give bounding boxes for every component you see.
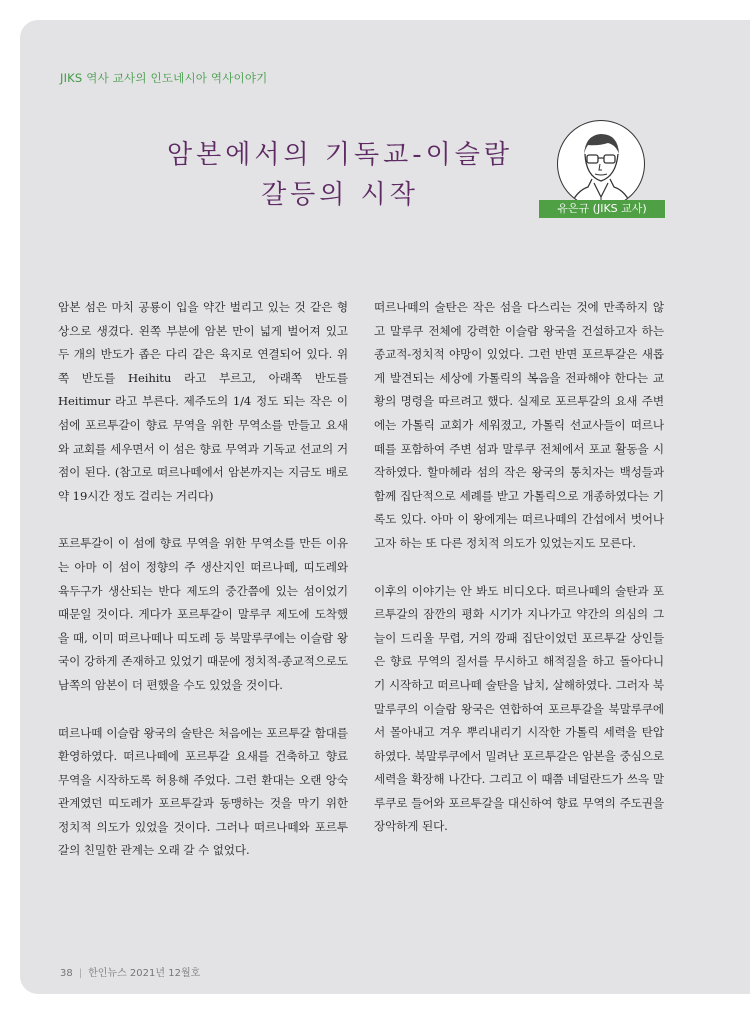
- author-sketch-icon: [558, 121, 644, 207]
- article-column-left: [58, 296, 348, 887]
- article-column-right: [374, 296, 664, 863]
- series-label: JIKS 역사 교사의 인도네시아 역사이야기: [60, 71, 268, 85]
- paragraph: 떠르나떼의 술탄은 작은 섬을 다스리는 것에 만족하지 않고 말루쿠 전체에 강력한 이슬람 왕국을 건설하고자 하는 종교적-정치적 야망이 있었다. 그런 반면 포르투갈은 새롭게 발견되는 세상에 가톨릭의 복음을 전파해야 한다는 교황의 명령을 따르려고 했다. 실제로 포르투갈의 요새 주변에는 가톨릭 교회가 세워졌고, 가톨릭 선교사들이 떠르나떼를 포함하여 주변 섬과 말루쿠 전체에서 포교 활동을 시작하였다. 할마헤라 섬의 작은 왕국의 통치자는 백성들과 함께 집단적으로 세례를 받고 가톨릭으로 개종하였다는 기록도 있다. 아마 이 왕에게는 떠르나떼의 간섭에서 벗어나고자 하는 또 다른 정치적 의도가 있었는지도 모른다.: [374, 300, 664, 550]
- paragraph: 떠르나떼 이슬람 왕국의 술탄은 처음에는 포르투갈 함대를 환영하였다. 떠르나떼에 포르투갈 요새를 건축하고 향료 무역을 시작하도록 허용해 주었다. 그런 환대는 오랜 앙숙 관계였던 띠도레가 포르투갈과 동맹하는 것을 막기 위한 정치적 의도가 있었을 것이다. 그러나 떠르나떼와 포르투갈의 친밀한 관계는 오래 갈 수 없었다.: [58, 725, 348, 858]
- article-title: [150, 135, 530, 215]
- author-avatar: [557, 120, 645, 208]
- author-badge: 유은규 (JIKS 교사): [539, 200, 665, 218]
- footer-separator: |: [78, 968, 83, 979]
- page-number: 38: [60, 968, 73, 979]
- paragraph: 이후의 이야기는 안 봐도 비디오다. 떠르나떼의 술탄과 포르투갈의 잠깐의 평화 시기가 지나가고 약간의 의심의 그늘이 드리울 무렵, 거의 깡패 집단이었던 포르투갈 상인들은 향료 무역의 질서를 무시하고 해적질을 하고 돌아다니기 시작하고 떠르나떼 술탄을 납치, 살해하였다. 그러자 북말루쿠의 이슬람 왕국은 연합하여 포르투갈을 북말루쿠에서 몰아내고 겨우 뿌리내리기 시작한 가톨릭 세력을 탄압하였다. 북말루쿠에서 밀려난 포르투갈은 암본을 중심으로 세력을 확장해 나간다. 그리고 이 때쯤 네덜란드가 쓰윽 말루쿠로 들어와 포르투갈을 대신하여 향료 무역의 주도권을 장악하게 된다.: [374, 583, 664, 834]
- publication-name: 한인뉴스 2021년 12월호: [88, 968, 201, 979]
- page-footer: [60, 964, 200, 979]
- title-line-2: 갈등의 시작: [261, 180, 419, 210]
- title-line-1: 암본에서의 기독교-이슬람: [167, 140, 513, 170]
- paragraph: 암본 섬은 마치 공룡이 입을 약간 벌리고 있는 것 같은 형상으로 생겼다. 왼쪽 부분에 암본 만이 넓게 벌어져 있고 두 개의 반도가 좁은 다리 같은 육지로 연결되어 있다. 위쪽 반도를 Heihitu 라고 부르고, 아래쪽 반도를 Heitimur 라고 부른다. 제주도의 1/4 정도 되는 작은 이 섬에 포르투갈이 향료 무역을 위한 무역소를 만들고 요새와 교회를 세우면서 이 섬은 향료 무역과 기독교 선교의 거점이 된다. (참고로 떠르나떼에서 암본까지는 지금도 배로 약 19시간 정도 걸리는 거리다): [58, 300, 348, 503]
- paragraph: 포르투갈이 이 섬에 향료 무역을 위한 무역소를 만든 이유는 아마 이 섬이 정향의 주 생산지인 떠르나떼, 띠도레와 육두구가 생산되는 반다 제도의 중간쯤에 있는 섬이었기 때문일 것이다. 게다가 포르투갈이 말루쿠 제도에 도착했을 때, 이미 떠르나떼나 띠도레 등 북말루쿠에는 이슬람 왕국이 강하게 존재하고 있었기 때문에 정치적-종교적으로도 남쪽의 암본이 더 편했을 수도 있었을 것이다.: [58, 536, 348, 692]
